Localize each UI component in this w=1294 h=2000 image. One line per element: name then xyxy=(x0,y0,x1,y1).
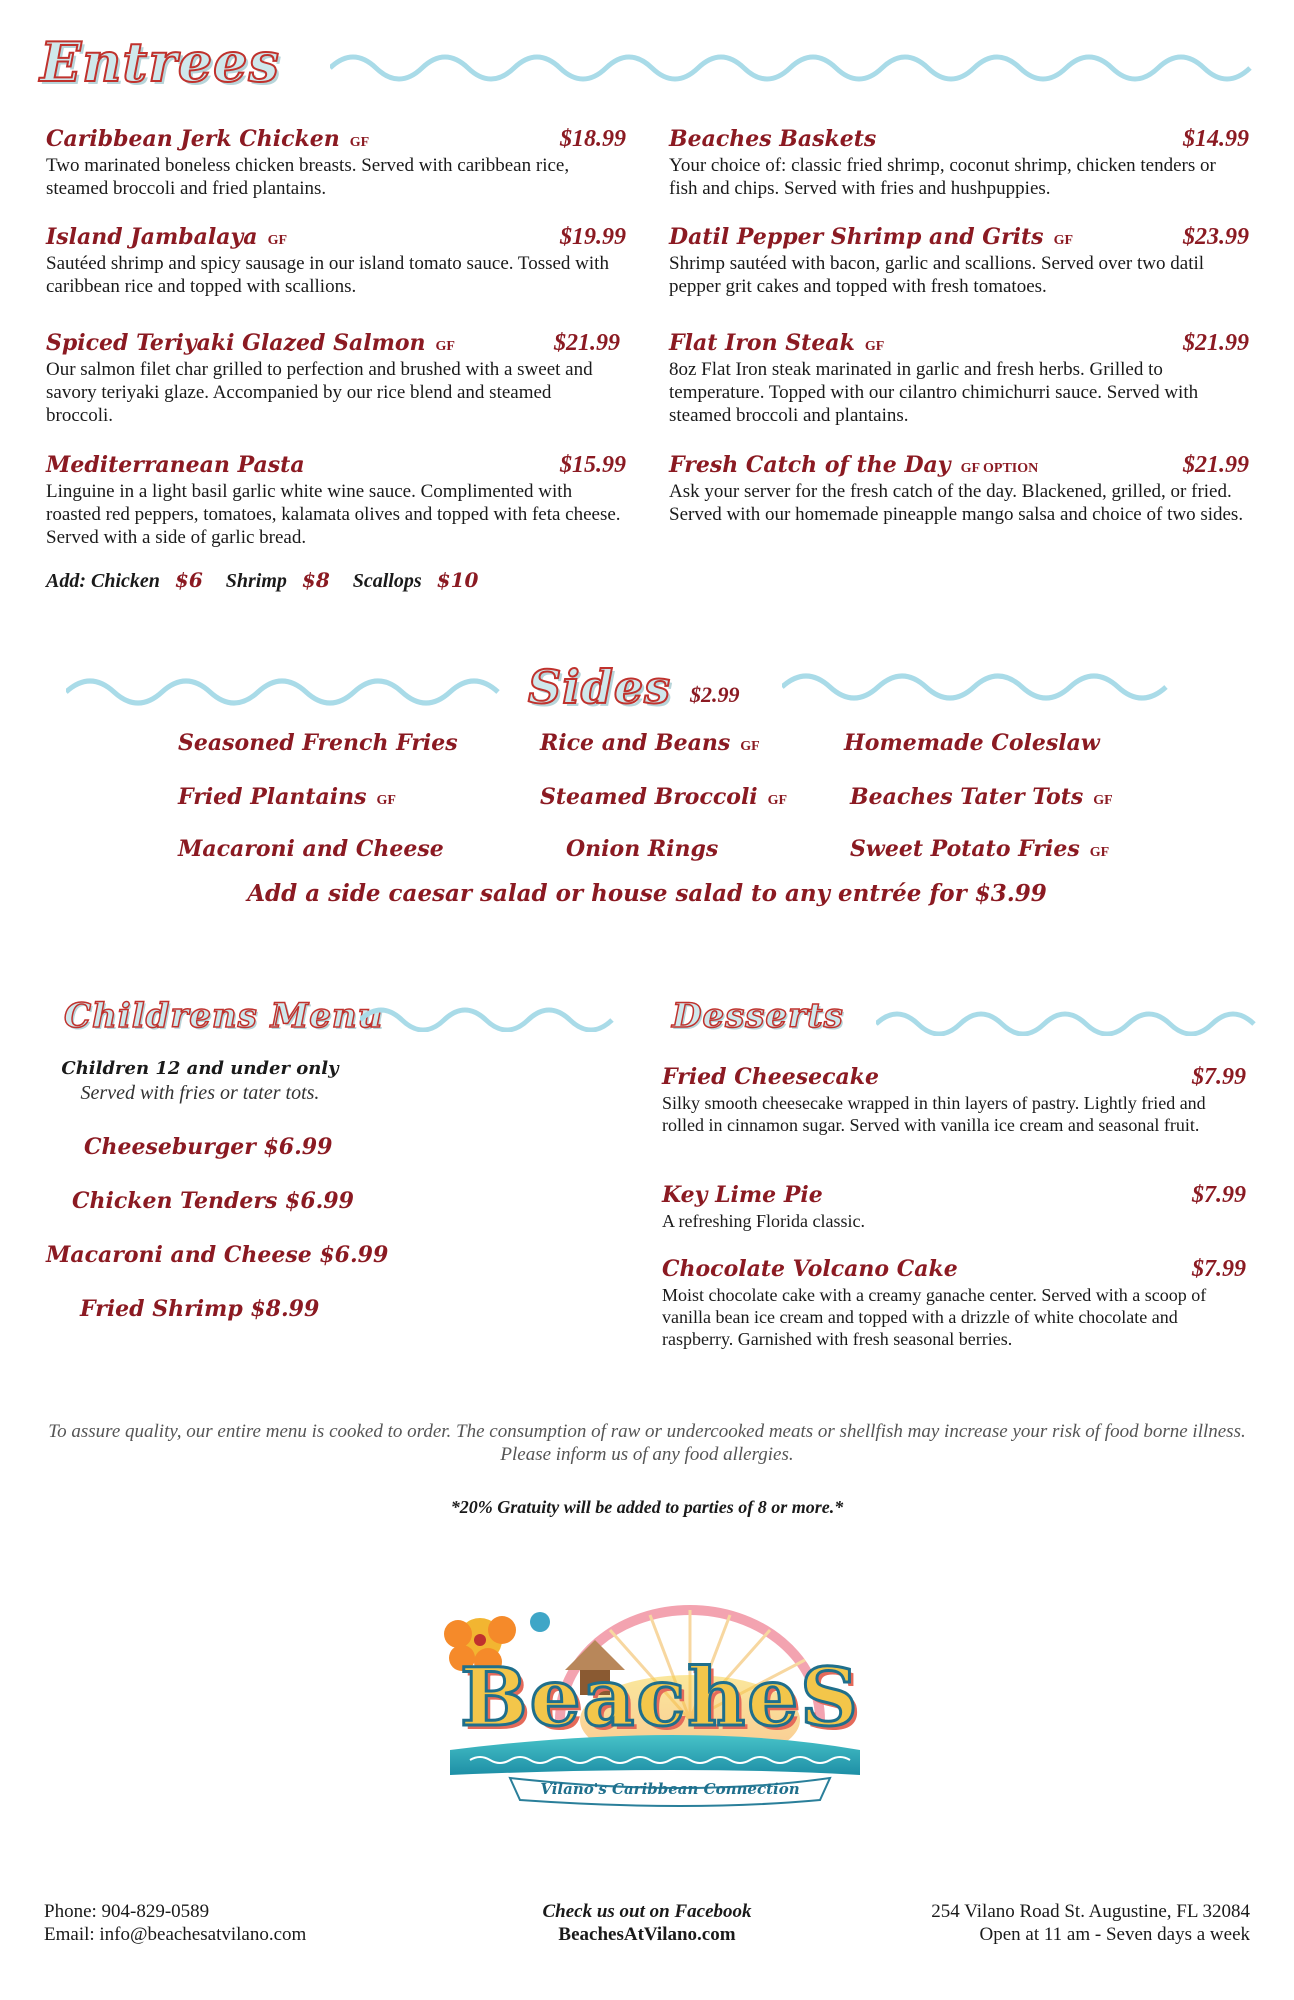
item-name: Beaches Baskets xyxy=(669,126,877,152)
childrens-sub2: Served with fries or tater tots. xyxy=(80,1082,320,1104)
wave-divider xyxy=(66,670,506,706)
entree-item xyxy=(669,126,1249,200)
gf-badge: GF xyxy=(435,339,455,354)
side-name: Homemade Coleslaw xyxy=(844,730,1100,756)
item-description: Linguine in a light basil garlic white wine sauce. Complimented with roasted red peppers, tomatoes, kalamata olives and topped with feta cheese. Served with a side of garlic bread. xyxy=(46,481,621,548)
entree-item xyxy=(46,224,626,298)
footer-facebook[interactable]: Check us out on Facebook xyxy=(542,1901,752,1922)
side-item xyxy=(850,784,1113,810)
item-price: $14.99 xyxy=(1183,126,1249,152)
logo-tagline: Vilano's Caribbean Connection xyxy=(540,1780,800,1798)
item-price: $18.99 xyxy=(560,126,626,152)
gf-badge: GF xyxy=(349,135,370,150)
side-item xyxy=(178,730,468,756)
side-item xyxy=(850,836,1109,862)
side-name: Onion Rings xyxy=(566,836,719,862)
wave-divider xyxy=(782,665,1182,701)
dessert-item xyxy=(662,1182,1246,1232)
item-description: Two marinated boneless chicken breasts. Served with caribbean rice, steamed broccoli and fried plantains. xyxy=(46,155,570,199)
item-description: Moist chocolate cake with a creamy ganache center. Served with a scoop of vanilla bean ice cream and topped with a drizzle of white chocolate and raspberry. Garnished with fresh seasonal berries. xyxy=(662,1285,1207,1349)
gf-badge: GF xyxy=(267,233,288,248)
gf-badge: GF xyxy=(767,793,788,808)
side-item xyxy=(540,784,787,810)
sides-note: Add a side caesar salad or house salad to any entrée for $3.99 xyxy=(247,880,1047,907)
kids-item: Fried Shrimp $8.99 xyxy=(80,1296,320,1322)
side-item xyxy=(566,836,728,862)
item-price: $21.99 xyxy=(554,330,620,356)
side-item xyxy=(178,836,454,862)
footer-hours: Open at 11 am - Seven days a week xyxy=(979,1924,1250,1945)
wave-divider xyxy=(360,1000,620,1032)
side-name: Rice and Beans xyxy=(540,730,731,756)
item-description: A refreshing Florida classic. xyxy=(662,1211,865,1231)
item-name: Flat Iron Steak xyxy=(669,330,855,356)
entree-item xyxy=(669,224,1249,298)
childrens-sub1: Children 12 and under only xyxy=(61,1058,339,1079)
item-name: Mediterranean Pasta xyxy=(46,452,305,478)
item-name: Chocolate Volcano Cake xyxy=(662,1256,958,1282)
footer-address: 254 Vilano Road St. Augustine, FL 32084 xyxy=(931,1901,1250,1922)
item-name: Island Jambalaya xyxy=(46,224,258,250)
sides-price: $2.99 xyxy=(690,682,740,707)
item-price: $7.99 xyxy=(1192,1182,1246,1208)
entree-item xyxy=(46,126,626,200)
side-name: Steamed Broccoli xyxy=(540,784,758,810)
side-item xyxy=(178,784,396,810)
beaches-logo xyxy=(390,1600,910,1810)
item-description: Ask your server for the fresh catch of the day. Blackened, grilled, or fried. Served with our homemade pineapple mango salsa and choice of two sides. xyxy=(669,481,1244,525)
kids-item: Chicken Tenders $6.99 xyxy=(72,1188,354,1214)
item-description: Our salmon filet char grilled to perfection and brushed with a sweet and savory teriyaki glaze. Accompanied by our rice blend and steamed broccoli. xyxy=(46,359,593,426)
footer-social xyxy=(447,1900,847,1946)
gf-badge: GF xyxy=(1053,233,1074,248)
side-item xyxy=(844,730,1110,756)
wave-divider xyxy=(330,50,1260,86)
item-name: Fresh Catch of the Day xyxy=(669,452,951,478)
sides-heading: Sides xyxy=(528,660,672,714)
addon-chicken: Chicken xyxy=(91,570,160,592)
item-description: Shrimp sautéed with bacon, garlic and scallions. Served over two datil pepper grit cakes and topped with fresh tomatoes. xyxy=(669,253,1205,297)
logo-wordmark: BeacheS xyxy=(460,1650,860,1744)
addon-chicken-price: $6 xyxy=(174,568,203,592)
side-name: Fried Plantains xyxy=(178,784,367,810)
side-name: Macaroni and Cheese xyxy=(178,836,444,862)
addon-shrimp: Shrimp xyxy=(225,570,287,592)
entrees-heading: Entrees xyxy=(40,30,280,94)
footer-location xyxy=(931,1900,1250,1946)
gf-badge: GF xyxy=(1089,845,1110,860)
item-name: Key Lime Pie xyxy=(662,1182,823,1208)
item-description: 8oz Flat Iron steak marinated in garlic and fresh herbs. Grilled to temperature. Topped with our cilantro chimichurri sauce. Served with steamed broccoli and plantains. xyxy=(669,359,1199,426)
item-price: $7.99 xyxy=(1192,1064,1246,1090)
entree-addons xyxy=(46,568,478,593)
dessert-item xyxy=(662,1064,1246,1136)
entree-item xyxy=(669,452,1249,526)
addon-scallops: Scallops xyxy=(352,570,422,592)
kids-item: Macaroni and Cheese $6.99 xyxy=(46,1242,389,1268)
footer-facebook-page[interactable]: BeachesAtVilano.com xyxy=(558,1924,736,1945)
gratuity-note: *20% Gratuity will be added to parties of 8 or more.* xyxy=(450,1497,844,1517)
desserts-heading: Desserts xyxy=(672,996,844,1036)
side-name: Seasoned French Fries xyxy=(178,730,458,756)
addon-scallops-price: $10 xyxy=(436,568,479,592)
side-name: Sweet Potato Fries xyxy=(850,836,1080,862)
item-price: $21.99 xyxy=(1183,452,1249,478)
gf-badge: GF xyxy=(864,339,885,354)
footer-contact xyxy=(44,1900,306,1946)
addons-label: Add: xyxy=(46,570,86,592)
item-name: Caribbean Jerk Chicken xyxy=(46,126,340,152)
gf-badge: GF xyxy=(1093,793,1113,808)
item-price: $21.99 xyxy=(1183,330,1249,356)
item-price: $15.99 xyxy=(560,452,626,478)
item-price: $7.99 xyxy=(1192,1256,1246,1282)
disclaimer: To assure quality, our entire menu is cooked to order. The consumption of raw or undercooked meats or shellfish may increase your risk of food borne illness. Please inform us of any food allergies. xyxy=(48,1421,1246,1465)
item-price: $19.99 xyxy=(560,224,626,250)
item-name: Datil Pepper Shrimp and Grits xyxy=(669,224,1044,250)
kids-item: Cheeseburger $6.99 xyxy=(84,1134,333,1160)
item-name: Spiced Teriyaki Glazed Salmon xyxy=(46,330,426,356)
gf-badge: GF OPTION xyxy=(960,461,1039,476)
item-price: $23.99 xyxy=(1183,224,1249,250)
gf-badge: GF xyxy=(376,793,396,808)
footer-email: Email: info@beachesatvilano.com xyxy=(44,1924,307,1945)
entree-item xyxy=(46,452,626,549)
entree-item xyxy=(669,330,1249,427)
entree-item xyxy=(46,330,620,427)
item-description: Sautéed shrimp and spicy sausage in our island tomato sauce. Tossed with caribbean rice and topped with scallions. xyxy=(46,253,609,297)
side-name: Beaches Tater Tots xyxy=(850,784,1084,810)
item-description: Your choice of: classic fried shrimp, coconut shrimp, chicken tenders or fish and chips. Served with fries and hushpuppies. xyxy=(669,155,1216,199)
footer-phone: Phone: 904-829-0589 xyxy=(44,1901,210,1922)
side-item xyxy=(540,730,760,756)
childrens-heading: Childrens Menu xyxy=(64,996,384,1036)
wave-divider xyxy=(876,1004,1258,1036)
dessert-item xyxy=(662,1256,1246,1350)
addon-shrimp-price: $8 xyxy=(301,568,330,592)
gf-badge: GF xyxy=(740,739,760,754)
item-name: Fried Cheesecake xyxy=(662,1064,879,1090)
item-description: Silky smooth cheesecake wrapped in thin layers of pastry. Lightly fried and rolled in cinnamon sugar. Served with vanilla ice cream and seasonal fruit. xyxy=(662,1093,1206,1135)
